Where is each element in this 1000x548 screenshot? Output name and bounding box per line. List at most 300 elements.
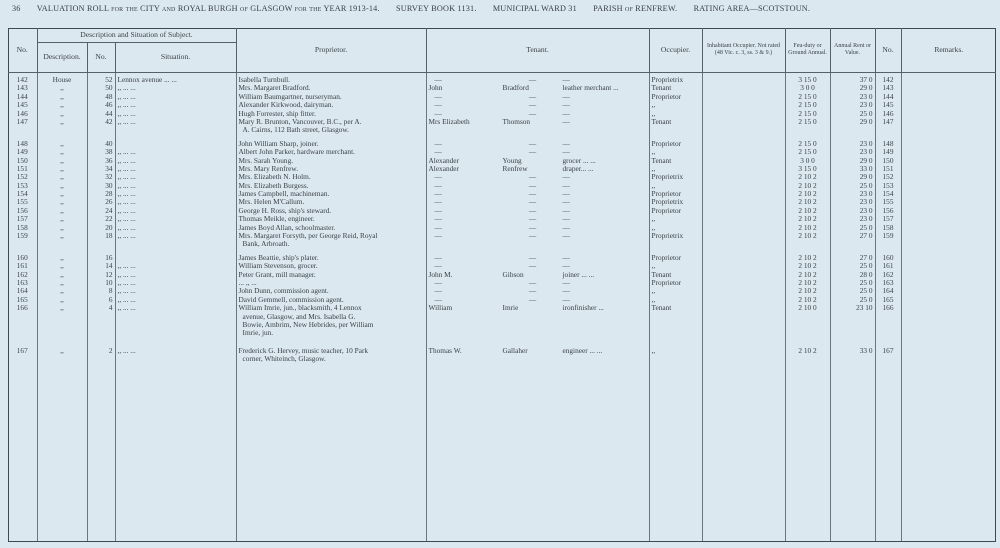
tenant-occupation: draper... ...	[562, 164, 594, 173]
entry-annual-rent: 23 0	[830, 190, 875, 198]
parish: PARISH of RENFREW.	[593, 4, 678, 13]
entry-remarks	[901, 279, 996, 287]
entry-no-right: 166	[875, 304, 901, 312]
tenant-surname: —	[528, 215, 537, 224]
entry-feu-duty: 2 10 2	[785, 287, 830, 295]
entry-description: ,,	[37, 287, 87, 295]
empty-cell	[702, 240, 785, 248]
entry-no: 159	[16, 232, 28, 241]
table-row	[8, 296, 996, 304]
entry-occupier: Proprietrix	[649, 173, 702, 181]
empty-cell	[901, 240, 996, 248]
entry-proprietor: William Baumgartner, nurseryman.	[236, 93, 426, 101]
empty-cell	[785, 355, 830, 363]
entry-feu-duty: 2 15 0	[785, 110, 830, 118]
tenant-forename: —	[434, 295, 442, 304]
entry-occupier: ,,	[649, 165, 702, 173]
entry-annual-rent: 27 0	[830, 232, 875, 240]
entry-situation: ,, ... ...	[115, 215, 236, 223]
entry-street-number: 50	[87, 84, 115, 92]
tenant-surname: —	[528, 295, 537, 304]
entry-proprietor: James Boyd Allan, schoolmaster.	[236, 224, 426, 232]
entry-no: 150	[16, 156, 28, 165]
table-row	[8, 279, 996, 287]
entry-street-number: 22	[87, 215, 115, 223]
empty-cell	[649, 355, 702, 363]
table-row	[8, 190, 996, 198]
entry-no: 166	[16, 304, 28, 313]
tenant-occupation: engineer ... ...	[562, 346, 603, 355]
entry-inhabitant-occupier	[702, 110, 785, 118]
entry-situation: ,, ... ...	[115, 157, 236, 165]
entry-street-number: 46	[87, 101, 115, 109]
empty-cell	[830, 329, 875, 337]
entry-proprietor: Alexander Kirkwood, dairyman.	[236, 101, 426, 109]
tenant-forename: —	[434, 206, 442, 215]
entry-description: ,,	[37, 198, 87, 206]
entry-description: ,,	[37, 93, 87, 101]
empty-cell	[875, 321, 901, 329]
entry-tenant	[426, 304, 649, 312]
entry-annual-rent: 25 0	[830, 224, 875, 232]
entry-occupier: ,,	[649, 287, 702, 295]
entry-inhabitant-occupier	[702, 271, 785, 279]
tenant-forename: —	[434, 215, 442, 224]
empty-cell	[901, 329, 996, 337]
empty-cell	[426, 321, 649, 329]
entry-occupier: Tenant	[649, 304, 702, 312]
empty-cell	[702, 321, 785, 329]
entry-occupier: Proprietrix	[649, 76, 702, 84]
entry-street-number: 10	[87, 279, 115, 287]
col-header-description-group: Description and Situation of Subject.	[37, 28, 236, 42]
col-header-no-right: No.	[875, 28, 901, 72]
entry-proprietor: Peter Grant, mill manager.	[236, 271, 426, 279]
entry-remarks	[901, 140, 996, 148]
entry-annual-rent: 25 0	[830, 262, 875, 270]
table-row	[8, 224, 996, 232]
table-row	[8, 118, 996, 126]
entry-annual-rent: 23 0	[830, 93, 875, 101]
entry-remarks	[901, 165, 996, 173]
entry-feu-duty: 2 10 2	[785, 173, 830, 181]
entry-annual-rent: 33 0	[830, 347, 875, 355]
entry-feu-duty: 2 10 2	[785, 215, 830, 223]
col-header-annual-rent: Annual Rent or Value.	[830, 28, 875, 72]
entry-occupier: Tenant	[649, 271, 702, 279]
tenant-surname: Thomson	[502, 117, 531, 126]
tenant-occupation: —	[562, 139, 570, 148]
entry-feu-duty: 3 15 0	[785, 165, 830, 173]
entry-description: ,,	[37, 140, 87, 148]
municipal-ward: MUNICIPAL WARD 31	[492, 4, 577, 13]
entry-occupier: Proprietor	[649, 93, 702, 101]
entry-proprietor: Albert John Parker, hardware merchant.	[236, 148, 426, 156]
entry-no: 142	[16, 76, 28, 84]
empty-cell	[901, 355, 996, 363]
entry-tenant	[426, 198, 649, 206]
tenant-surname: —	[528, 148, 537, 157]
entry-feu-duty: 2 10 2	[785, 262, 830, 270]
tenant-forename: Alexander	[428, 156, 459, 165]
entry-occupier: ,,	[649, 148, 702, 156]
entry-street-number: 44	[87, 110, 115, 118]
entry-annual-rent: 29 0	[830, 118, 875, 126]
entry-tenant	[426, 110, 649, 118]
entry-occupier: Proprietrix	[649, 232, 702, 240]
entry-description	[37, 329, 87, 337]
entry-remarks	[901, 207, 996, 215]
entry-proprietor: William Imrie, jun., blacksmith, 4 Lennox	[236, 304, 426, 312]
tenant-occupation: —	[562, 190, 570, 199]
tenant-surname: Renfrew	[502, 164, 528, 173]
empty-cell	[702, 329, 785, 337]
entry-proprietor: John William Sharp, joiner.	[236, 140, 426, 148]
entry-tenant	[426, 165, 649, 173]
entry-feu-duty: 2 10 2	[785, 207, 830, 215]
entry-no: 146	[16, 109, 28, 118]
entry-tenant	[426, 254, 649, 262]
page-number: 36	[12, 4, 21, 13]
empty-cell	[702, 313, 785, 321]
tenant-forename: —	[434, 287, 442, 296]
entry-tenant	[426, 279, 649, 287]
col-header-proprietor: Proprietor.	[236, 28, 426, 72]
entry-occupier: ,,	[649, 110, 702, 118]
entry-annual-rent: 23 0	[830, 198, 875, 206]
entry-street-number: 42	[87, 118, 115, 126]
entry-remarks	[901, 232, 996, 240]
entry-no-right: 145	[875, 101, 901, 109]
entry-feu-duty: 2 10 2	[785, 279, 830, 287]
entry-inhabitant-occupier	[702, 215, 785, 223]
tenant-surname: —	[528, 190, 537, 199]
entry-remarks	[901, 157, 996, 165]
tenant-surname: —	[528, 92, 537, 101]
entry-no-right: 142	[875, 76, 901, 84]
entry-street-number: 30	[87, 182, 115, 190]
entry-annual-rent: 25 0	[830, 296, 875, 304]
table-row	[8, 165, 996, 173]
tenant-occupation: ironfinisher ...	[562, 304, 604, 313]
entry-description: ,,	[37, 101, 87, 109]
entry-remarks	[901, 148, 996, 156]
entry-occupier: Tenant	[649, 157, 702, 165]
entry-inhabitant-occupier	[702, 347, 785, 355]
tenant-surname: Gallaher	[502, 346, 528, 355]
tenant-surname: —	[528, 109, 537, 118]
table-row	[8, 198, 996, 206]
entry-occupier: Proprietor	[649, 190, 702, 198]
entry-proprietor: ... ,, ...	[236, 279, 426, 287]
entry-situation	[115, 321, 236, 329]
tenant-occupation: grocer ... ...	[562, 156, 596, 165]
rating-area: RATING AREA—SCOTSTOUN.	[693, 4, 811, 13]
entry-situation: Lennox avenue ... ...	[115, 76, 236, 84]
entry-proprietor: James Campbell, machineman.	[236, 190, 426, 198]
entry-annual-rent: 23 0	[830, 207, 875, 215]
entry-proprietor: Mrs. Elizabeth Burgess.	[236, 182, 426, 190]
entry-description: ,,	[37, 118, 87, 126]
entry-no: 147	[16, 117, 28, 126]
empty-cell	[702, 126, 785, 134]
entry-tenant	[426, 76, 649, 84]
entry-no: 167	[16, 346, 28, 355]
entry-remarks	[901, 224, 996, 232]
entry-street-number: 16	[87, 254, 115, 262]
entry-remarks	[901, 76, 996, 84]
tenant-surname: —	[528, 139, 537, 148]
table-row	[8, 271, 996, 279]
tenant-occupation: —	[562, 101, 570, 110]
table-row	[8, 304, 996, 312]
table-row-continuation	[8, 355, 996, 363]
table-row-continuation	[8, 240, 996, 248]
entry-inhabitant-occupier	[702, 224, 785, 232]
entry-no-right: 148	[875, 140, 901, 148]
entry-annual-rent: 27 0	[830, 254, 875, 262]
entry-proprietor: Bank, Arbroath.	[236, 240, 426, 248]
entry-feu-duty: 2 10 2	[785, 182, 830, 190]
entry-remarks	[901, 110, 996, 118]
tenant-forename: —	[434, 173, 442, 182]
entry-situation: ,, ... ...	[115, 173, 236, 181]
entry-no: 145	[16, 101, 28, 110]
entry-street-number: 38	[87, 148, 115, 156]
entry-no-right: 155	[875, 198, 901, 206]
empty-cell	[785, 329, 830, 337]
entry-description: ,,	[37, 207, 87, 215]
table-row	[8, 140, 996, 148]
entry-inhabitant-occupier	[702, 232, 785, 240]
tenant-occupation: —	[562, 181, 570, 190]
table-row	[8, 84, 996, 92]
table-row-continuation	[8, 313, 996, 321]
tenant-forename: —	[434, 139, 442, 148]
entry-annual-rent: 23 0	[830, 148, 875, 156]
entry-no: 152	[16, 173, 28, 182]
entry-situation: ,, ... ...	[115, 118, 236, 126]
entry-inhabitant-occupier	[702, 262, 785, 270]
tenant-occupation: —	[562, 253, 570, 262]
tenant-surname: —	[528, 253, 537, 262]
entry-no-right: 153	[875, 182, 901, 190]
entry-description: House	[37, 76, 87, 84]
empty-cell	[649, 240, 702, 248]
col-header-remarks: Remarks.	[901, 28, 996, 72]
entry-annual-rent: 29 0	[830, 84, 875, 92]
empty-cell	[649, 321, 702, 329]
entry-tenant	[426, 157, 649, 165]
entry-street-number: 12	[87, 271, 115, 279]
entry-no	[8, 126, 37, 134]
table-row	[8, 157, 996, 165]
tenant-forename: —	[434, 278, 442, 287]
entry-no	[8, 240, 37, 248]
tenant-occupation: —	[562, 206, 570, 215]
entry-street-number: 18	[87, 232, 115, 240]
entry-description: ,,	[37, 279, 87, 287]
empty-cell	[901, 126, 996, 134]
table-row	[8, 76, 996, 84]
table-row	[8, 347, 996, 355]
entry-proprietor: Mrs. Elizabeth N. Holm.	[236, 173, 426, 181]
entry-feu-duty: 2 10 0	[785, 304, 830, 312]
entry-tenant	[426, 93, 649, 101]
entry-description	[37, 126, 87, 134]
empty-cell	[830, 355, 875, 363]
entry-remarks	[901, 198, 996, 206]
entry-street-number	[87, 126, 115, 134]
tenant-surname: Gibson	[502, 270, 524, 279]
col-header-feu-duty: Feu-duty or Ground Annual.	[785, 28, 830, 72]
entry-inhabitant-occupier	[702, 165, 785, 173]
tenant-surname: —	[528, 198, 537, 207]
tenant-surname: —	[528, 232, 537, 241]
entry-remarks	[901, 190, 996, 198]
entry-feu-duty: 2 15 0	[785, 93, 830, 101]
entry-no-right: 150	[875, 157, 901, 165]
entry-proprietor: John Dunn, commission agent.	[236, 287, 426, 295]
entry-situation: ,, ... ...	[115, 101, 236, 109]
entry-proprietor: Mrs. Helen M'Callum.	[236, 198, 426, 206]
tenant-forename: —	[434, 148, 442, 157]
entry-proprietor: Mary R. Brunton, Vancouver, B.C., per A.	[236, 118, 426, 126]
col-header-number: No.	[87, 42, 115, 72]
tenant-surname: —	[528, 181, 537, 190]
entry-description	[37, 355, 87, 363]
empty-cell	[426, 313, 649, 321]
tenant-occupation: —	[562, 223, 570, 232]
entry-no-right: 158	[875, 224, 901, 232]
tenant-occupation: —	[562, 262, 570, 271]
entry-annual-rent: 25 0	[830, 110, 875, 118]
entry-tenant	[426, 182, 649, 190]
col-header-inhabitant-occupier: Inhabitant Occupier. Not rated (48 Vic. c. 3, ss. 3 & 9.)	[702, 28, 785, 72]
entry-description: ,,	[37, 304, 87, 312]
table-row	[8, 173, 996, 181]
table-row	[8, 182, 996, 190]
entry-feu-duty: 2 10 2	[785, 232, 830, 240]
entry-no-right: 156	[875, 207, 901, 215]
entry-proprietor: William Stevenson, grocer.	[236, 262, 426, 270]
entry-feu-duty: 2 15 0	[785, 101, 830, 109]
entry-occupier: Proprietor	[649, 140, 702, 148]
empty-cell	[785, 321, 830, 329]
entry-no-right: 146	[875, 110, 901, 118]
entry-tenant	[426, 287, 649, 295]
entry-occupier: Proprietor	[649, 207, 702, 215]
empty-cell	[785, 126, 830, 134]
entry-street-number: 24	[87, 207, 115, 215]
entry-feu-duty: 2 10 2	[785, 271, 830, 279]
entry-proprietor: Isabella Turnbull.	[236, 76, 426, 84]
entry-feu-duty: 2 10 2	[785, 296, 830, 304]
entry-description: ,,	[37, 148, 87, 156]
entry-proprietor: Bowie, Ambrim, New Hebrides, per William	[236, 321, 426, 329]
entry-feu-duty: 2 10 2	[785, 190, 830, 198]
entry-inhabitant-occupier	[702, 296, 785, 304]
entry-street-number	[87, 240, 115, 248]
entry-no: 143	[16, 84, 28, 93]
entry-feu-duty: 2 15 0	[785, 148, 830, 156]
tenant-forename: —	[434, 253, 442, 262]
entry-proprietor: Mrs. Sarah Young.	[236, 157, 426, 165]
col-header-description: Description.	[37, 42, 87, 72]
entry-tenant	[426, 84, 649, 92]
entry-annual-rent: 37 0	[830, 76, 875, 84]
survey-book: SURVEY BOOK 1131.	[395, 4, 477, 13]
entry-annual-rent: 28 0	[830, 271, 875, 279]
entry-no-right: 160	[875, 254, 901, 262]
valuation-table	[8, 28, 996, 541]
entry-remarks	[901, 271, 996, 279]
col-header-situation: Situation.	[115, 42, 236, 72]
entry-remarks	[901, 173, 996, 181]
entry-situation: ,, ... ...	[115, 271, 236, 279]
table-row-continuation	[8, 321, 996, 329]
entry-street-number	[87, 355, 115, 363]
entry-no-right: 149	[875, 148, 901, 156]
entry-annual-rent: 23 0	[830, 215, 875, 223]
entry-situation	[115, 329, 236, 337]
entry-situation: ,, ... ...	[115, 224, 236, 232]
entry-no-right: 161	[875, 262, 901, 270]
entry-tenant	[426, 224, 649, 232]
entry-description	[37, 321, 87, 329]
entry-occupier: ,,	[649, 262, 702, 270]
entry-annual-rent: 33 0	[830, 165, 875, 173]
entry-proprietor: avenue, Glasgow, and Mrs. Isabella G.	[236, 313, 426, 321]
col-header-tenant: Tenant.	[426, 28, 649, 72]
table-body	[8, 72, 996, 541]
empty-cell	[901, 321, 996, 329]
entry-proprietor: James Beattie, ship's plater.	[236, 254, 426, 262]
entry-proprietor: Frederick G. Hervey, music teacher, 10 Park	[236, 347, 426, 355]
entry-feu-duty: 2 10 2	[785, 347, 830, 355]
entry-remarks	[901, 347, 996, 355]
entry-description: ,,	[37, 232, 87, 240]
tenant-forename: —	[434, 109, 442, 118]
entry-annual-rent: 29 0	[830, 157, 875, 165]
tenant-occupation: —	[562, 148, 570, 157]
entry-inhabitant-occupier	[702, 198, 785, 206]
entry-no-right: 144	[875, 93, 901, 101]
entry-remarks	[901, 262, 996, 270]
entry-no: 158	[16, 223, 28, 232]
entry-situation: ,, ... ...	[115, 262, 236, 270]
table-row	[8, 110, 996, 118]
entry-annual-rent: 23 0	[830, 101, 875, 109]
entry-occupier: Proprietrix	[649, 198, 702, 206]
empty-cell	[830, 240, 875, 248]
roll-title: VALUATION ROLL for the CITY and ROYAL BURGH of GLASGOW for the YEAR 1913-14.	[36, 4, 380, 13]
entry-inhabitant-occupier	[702, 254, 785, 262]
entry-description: ,,	[37, 271, 87, 279]
entry-street-number: 32	[87, 173, 115, 181]
entry-annual-rent: 29 0	[830, 173, 875, 181]
tenant-forename: —	[434, 101, 442, 110]
entry-situation	[115, 240, 236, 248]
entry-street-number: 40	[87, 140, 115, 148]
tenant-occupation: —	[562, 173, 570, 182]
entry-street-number: 48	[87, 93, 115, 101]
empty-cell	[875, 126, 901, 134]
entry-situation: ,, ... ...	[115, 165, 236, 173]
entry-description: ,,	[37, 254, 87, 262]
entry-tenant	[426, 118, 649, 126]
spacer-row	[8, 338, 996, 347]
